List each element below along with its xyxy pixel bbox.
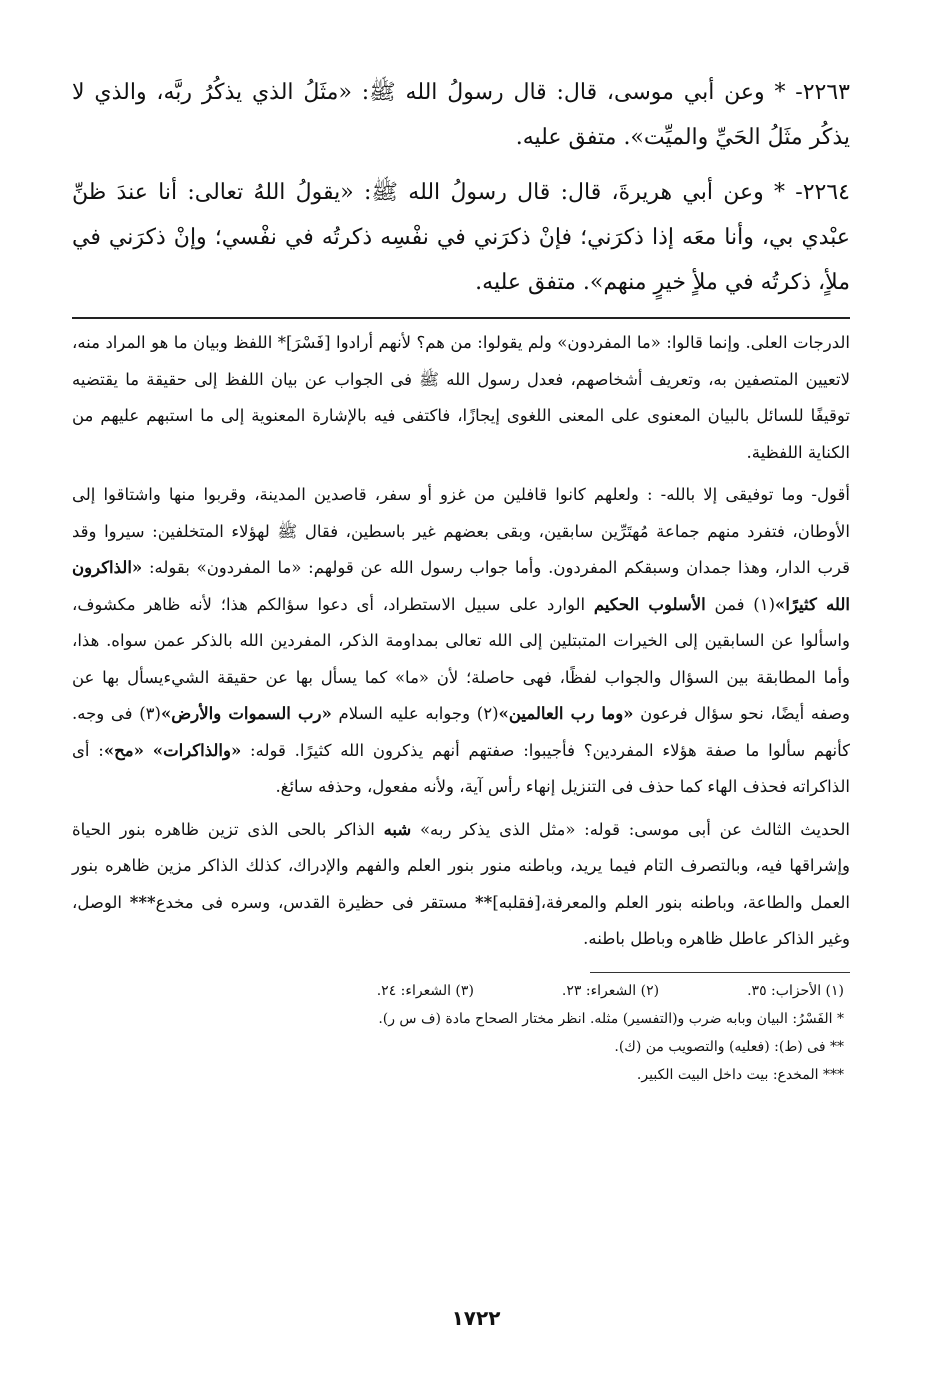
footnote-references (72, 977, 850, 1005)
hadith-2264: ٢٢٦٤- * وعن أبي هريرةَ، قال: قال رسولُ الله ﷺ: «يقولُ اللهُ تعالى: أنا عندَ ظنِّ عبْدي بي، وأنا معَه إذا ذكرَني؛ فإنْ ذكرَني في نفْسِه ذكرتُه في نفْسي؛ وإنْ ذكرَني في ملأٍ، ذكرتُه في ملأٍ خيرٍ منهم». متفق عليه. (72, 180, 850, 295)
footnote-divider (590, 972, 850, 973)
hadith-2263: ٢٢٦٣- * وعن أبي موسى، قال: قال رسولُ الله ﷺ: «مثَلُ الذي يذكُرُ ربَّه، والذي لا يذكُر مثَلُ الحَيِّ والميِّت». متفق عليه. (72, 80, 850, 150)
commentary-paragraph-1: الدرجات العلى. وإنما قالوا: «ما المفردون» ولم يقولوا: من هم؟ لأنهم أرادوا [فَسْرَ]* اللفظ وبيان ما هو المراد منه، لاتعيين المتصفين به، وتعريف أشخاصهم، فعدل رسول الله ﷺ فى الجواب عن بيان اللفظ إلى حقيقة ما يقتضيه توقيفًا للسائل بالبيان المعنوى على المعنى اللغوى إيجازًا، فاكتفى فيه بالإشارة المعنوية إلى ما استبهم عليهم من الكناية اللفظية. (72, 333, 850, 462)
bold-term: «مح» (103, 740, 144, 760)
commentary-text: (٢) وجوابه عليه السلام (331, 704, 499, 723)
bold-term: الأسلوب الحكيم (593, 594, 706, 614)
commentary-text: الوارد على سبيل الاستطراد، أى دعوا سؤالكم هذا؛ لأنه ظاهر مكشوف، واسألوا عن السابقين إلى الخيرات المتبتلين إلى الله تعالى بمداومة الذكر، المفردين الله بالذكر عمن سواه. هذا، وأما المطابقة بين السؤال والجواب لفظًا، فهى حاصلة؛ لأن «ما» كما يسأل بها عن حقيقة الشيءيسأل بها عن وصفه أيضًا، نحو سؤال فرعون (72, 594, 851, 723)
bold-term: «والذاكرات» (152, 740, 242, 760)
footnote-ref-3: (٣) الشعراء: ٢٤. (376, 982, 474, 999)
commentary-text: مستقر فى حظيرة القدس، وسره فى مخدع (155, 892, 476, 912)
commentary-text (144, 741, 153, 760)
commentary-text: : أى الذاكراته فحذف الهاء كما حذف فى التنزيل إنهاء رأس آية، ولأنه مفعول، وحذفه سائغ. (72, 740, 850, 796)
commentary-text: الذاكر بالحى الذى تزين ظاهره بنور الحياة وإشراقها فيه، وبالتصرف التام فيما يريد، وباطنه منور بنور العلم والفهم والإدراك، كذلك الذاكر مزين ظاهره بنور العمل والطاعة، وباطنه بنور العلم والمعرفة،[فقلبه] (72, 819, 850, 912)
quran-quote: «الذاكرون الله كثيرًا» (72, 558, 851, 614)
commentary-text: الحديث الثالث عن أبى موسى: قوله: «مثل الذى يذكر ربه» (411, 819, 850, 839)
commentary-text: أقول- وما توفيقى إلا بالله- : ولعلهم كانوا قافلين من غزو أو سفر، قاصدين المدينة، وقربوا منها واشتاقوا إلى الأوطان، فتفرد منهم جماعة مُهتَرِّين سابقين، وبقى بعضهم غير باسطين، فقال ﷺ لهؤلاء المتخلفين: سيروا وقد قرب الدار، وهذا جمدان وسبقكم المفردون. وأما جواب رسول الله عن قولهم: «ما المفردون» بقوله: (72, 485, 850, 577)
footnote-ref-1: (١) الأحزاب: ٣٥. (747, 982, 844, 999)
footnote-marker: *** (129, 892, 156, 912)
footnote-note-2: ** فى (ط): (فعليه) والتصويب من (ك). (614, 1038, 844, 1055)
quran-quote: «وما رب العالمين» (498, 704, 634, 723)
section-divider (72, 317, 850, 319)
page-number: ١٧٢٢ (451, 1306, 501, 1330)
commentary-paragraph-2 (72, 477, 850, 806)
commentary-text: (١) فمن (705, 594, 776, 614)
commentary-text: (٣) فى وجه. كأنهم سألوا ما صفة هؤلاء المفردين؟ فأجيبوا: صفتهم أنهم يذكرون الله كثيرًا. قوله: (72, 704, 850, 760)
bold-term: شبه (383, 819, 412, 839)
commentary-text: الوصل، وغير الذاكر عاطل ظاهره وباطل باطنه. (72, 892, 850, 948)
footnote-note-1: * الفَسْرُ: البيان وبابه ضرب و(التفسير) مثله. انظر مختار الصحاح مادة (ف س ر). (378, 1010, 844, 1027)
footnote-marker: ** (475, 892, 493, 912)
commentary-paragraph-3 (72, 812, 850, 958)
page-body (72, 70, 850, 1089)
quran-quote: «رب السموات والأرض» (160, 704, 332, 723)
footnote-note-3: *** المخدع: بيت داخل البيت الكبير. (636, 1066, 844, 1083)
footnote-ref-2: (٢) الشعراء: ٢٣. (561, 982, 660, 999)
